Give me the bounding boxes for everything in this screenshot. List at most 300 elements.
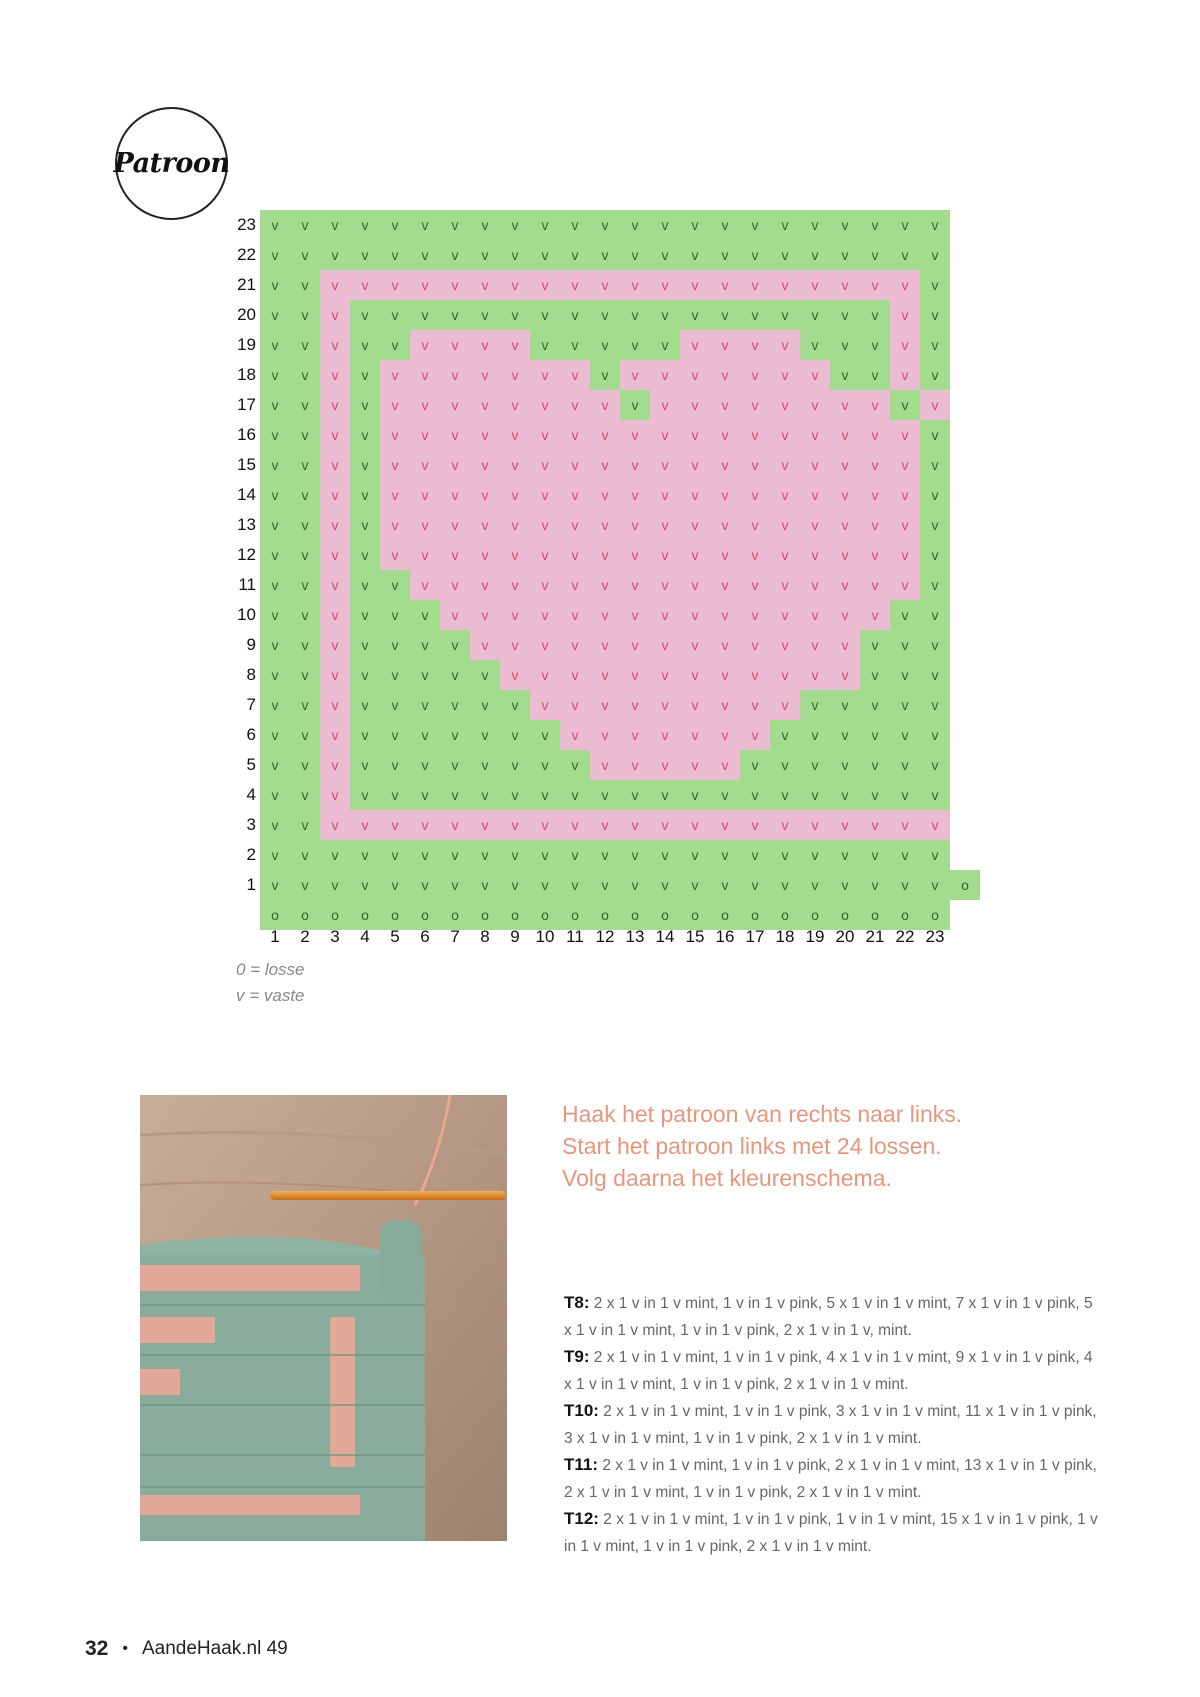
stitch-cell: v — [470, 300, 500, 330]
stitch-cell: v — [500, 870, 530, 900]
stitch-cell: v — [650, 540, 680, 570]
stitch-cell: v — [470, 420, 500, 450]
stitch-cell: v — [680, 540, 710, 570]
column-label: 7 — [450, 927, 460, 946]
stitch-cell: v — [290, 540, 320, 570]
stitch-cell: v — [410, 570, 440, 600]
stitch-cell: v — [590, 840, 620, 870]
stitch-cell: v — [620, 630, 650, 660]
stitch-cell: v — [620, 570, 650, 600]
stitch-cell: v — [800, 870, 830, 900]
column-label: 20 — [835, 927, 855, 946]
stitch-cell: v — [440, 630, 470, 660]
stitch-cell: v — [290, 870, 320, 900]
stitch-cell: v — [320, 240, 350, 270]
stitch-cell: v — [440, 570, 470, 600]
stitch-cell: v — [680, 720, 710, 750]
stitch-cell: v — [560, 330, 590, 360]
stitch-cell: v — [620, 750, 650, 780]
stitch-cell: v — [440, 600, 470, 630]
stitch-cell: v — [890, 660, 920, 690]
stitch-cell: v — [770, 480, 800, 510]
chain-stitch-cell: o — [560, 900, 590, 930]
stitch-cell: v — [500, 840, 530, 870]
stitch-cell: v — [500, 780, 530, 810]
stitch-cell: v — [890, 780, 920, 810]
stitch-cell: v — [590, 780, 620, 810]
stitch-cell: v — [290, 330, 320, 360]
stitch-cell: v — [860, 630, 890, 660]
row-label: 23 — [237, 215, 256, 234]
stitch-cell: v — [440, 360, 470, 390]
stitch-cell: v — [590, 510, 620, 540]
stitch-cell: v — [530, 450, 560, 480]
chain-stitch-cell: o — [590, 900, 620, 930]
stitch-cell: v — [530, 570, 560, 600]
stitch-cell: v — [920, 480, 950, 510]
column-label: 2 — [300, 927, 310, 946]
stitch-cell: v — [740, 240, 770, 270]
stitch-cell: v — [800, 270, 830, 300]
row-label: 18 — [237, 365, 256, 384]
stitch-cell: v — [380, 330, 410, 360]
chain-stitch-cell: o — [890, 900, 920, 930]
stitch-cell: v — [620, 540, 650, 570]
stitch-cell: v — [350, 450, 380, 480]
instruction-t8: T8: 2 x 1 v in 1 v mint, 1 v in 1 v pink, 5 x 1 v in 1 v mint, 7 x 1 v in 1 v pink, 5 x 1 v in 1 v mint, 1 v in 1 v pink, 2 x 1 v in 1 v, mint. — [564, 1293, 1093, 1339]
stitch-cell: v — [290, 510, 320, 540]
stitch-cell: v — [590, 630, 620, 660]
stitch-cell: v — [320, 420, 350, 450]
stitch-cell: v — [470, 660, 500, 690]
stitch-cell: v — [500, 240, 530, 270]
stitch-cell: v — [440, 240, 470, 270]
stitch-cell: v — [620, 810, 650, 840]
stitch-cell: v — [890, 540, 920, 570]
stitch-cell: v — [320, 780, 350, 810]
stitch-cell: v — [860, 690, 890, 720]
stitch-cell: v — [920, 210, 950, 240]
column-label: 1 — [270, 927, 280, 946]
stitch-cell: v — [380, 810, 410, 840]
stitch-cell: v — [590, 300, 620, 330]
chain-stitch-cell: o — [830, 900, 860, 930]
stitch-cell: v — [800, 660, 830, 690]
stitch-cell: v — [890, 420, 920, 450]
stitch-cell: v — [800, 570, 830, 600]
stitch-cell: v — [650, 450, 680, 480]
stitch-cell: v — [860, 750, 890, 780]
stitch-cell: v — [530, 390, 560, 420]
row-label: 20 — [237, 305, 256, 324]
stitch-cell: v — [410, 600, 440, 630]
stitch-cell: v — [350, 570, 380, 600]
stitch-cell: v — [380, 390, 410, 420]
stitch-cell: v — [440, 510, 470, 540]
stitch-cell: v — [830, 270, 860, 300]
stitch-cell: v — [590, 270, 620, 300]
instruction-t9: T9: 2 x 1 v in 1 v mint, 1 v in 1 v pink, 4 x 1 v in 1 v mint, 9 x 1 v in 1 v pink, 4 x 1 v in 1 v mint, 1 v in 1 v pink, 2 x 1 v in 1 v mint. — [564, 1347, 1093, 1393]
stitch-cell: v — [830, 240, 860, 270]
stitch-cell: v — [920, 510, 950, 540]
stitch-cell: v — [920, 660, 950, 690]
row-label: 4 — [246, 785, 256, 804]
chain-stitch-cell: o — [680, 900, 710, 930]
column-label: 4 — [360, 927, 370, 946]
stitch-cell: v — [830, 600, 860, 630]
stitch-cell: v — [920, 780, 950, 810]
stitch-cell: v — [830, 540, 860, 570]
stitch-cell: v — [470, 360, 500, 390]
legend-vaste: v = vaste — [236, 986, 305, 1005]
stitch-cell: v — [890, 720, 920, 750]
stitch-cell: v — [260, 600, 290, 630]
stitch-cell: v — [830, 450, 860, 480]
stitch-cell: v — [860, 210, 890, 240]
stitch-cell: v — [680, 240, 710, 270]
stitch-cell: v — [740, 780, 770, 810]
stitch-cell: v — [650, 510, 680, 540]
column-label: 9 — [510, 927, 520, 946]
stitch-cell: v — [500, 480, 530, 510]
stitch-cell: v — [440, 420, 470, 450]
stitch-cell: v — [530, 360, 560, 390]
stitch-cell: v — [290, 270, 320, 300]
stitch-cell: v — [470, 480, 500, 510]
stitch-cell: v — [860, 480, 890, 510]
stitch-cell: v — [290, 690, 320, 720]
stitch-cell: v — [530, 870, 560, 900]
stitch-cell: v — [320, 450, 350, 480]
row-label: 8 — [246, 665, 256, 684]
stitch-cell: v — [710, 570, 740, 600]
stitch-cell: v — [440, 330, 470, 360]
stitch-cell: v — [680, 750, 710, 780]
stitch-cell: v — [680, 210, 710, 240]
stitch-cell: v — [830, 840, 860, 870]
stitch-cell: v — [800, 330, 830, 360]
column-label: 15 — [685, 927, 705, 946]
stitch-cell: v — [860, 450, 890, 480]
stitch-cell: v — [500, 390, 530, 420]
stitch-cell: v — [680, 270, 710, 300]
stitch-cell: v — [470, 390, 500, 420]
stitch-cell: v — [740, 720, 770, 750]
stitch-cell: v — [890, 870, 920, 900]
stitch-cell: v — [650, 480, 680, 510]
chain-stitch-cell: o — [800, 900, 830, 930]
stitch-cell: v — [350, 540, 380, 570]
column-label: 17 — [745, 927, 765, 946]
stitch-cell: v — [590, 360, 620, 390]
stitch-cell: v — [890, 360, 920, 390]
stitch-cell: v — [650, 330, 680, 360]
stitch-cell: v — [320, 360, 350, 390]
stitch-cell: v — [770, 450, 800, 480]
stitch-cell: v — [290, 360, 320, 390]
stitch-cell: v — [380, 540, 410, 570]
stitch-cell: v — [830, 510, 860, 540]
stitch-cell: v — [530, 780, 560, 810]
stitch-cell: v — [830, 720, 860, 750]
instruction-t11: T11: 2 x 1 v in 1 v mint, 1 v in 1 v pink, 2 x 1 v in 1 v mint, 13 x 1 v in 1 v pink, 2 x 1 v in 1 v mint, 1 v in 1 v pink, 2 x 1 v in 1 v mint. — [564, 1455, 1097, 1501]
column-label: 3 — [330, 927, 340, 946]
stitch-cell: v — [800, 780, 830, 810]
stitch-cell: v — [800, 480, 830, 510]
stitch-cell: v — [410, 540, 440, 570]
stitch-cell: v — [320, 480, 350, 510]
row-label: 13 — [237, 515, 256, 534]
stitch-cell: v — [740, 630, 770, 660]
stitch-cell: v — [530, 270, 560, 300]
stitch-cell: v — [530, 690, 560, 720]
stitch-cell: v — [320, 330, 350, 360]
stitch-cell: v — [620, 450, 650, 480]
stitch-cell: v — [770, 510, 800, 540]
stitch-cell: v — [410, 810, 440, 840]
stitch-cell: v — [680, 450, 710, 480]
chain-stitch-cell: o — [620, 900, 650, 930]
stitch-cell: v — [590, 450, 620, 480]
stitch-cell: v — [650, 690, 680, 720]
stitch-cell: v — [470, 750, 500, 780]
chain-stitch-cell: o — [470, 900, 500, 930]
stitch-cell: v — [560, 630, 590, 660]
row-label: 6 — [246, 725, 256, 744]
stitch-cell: v — [770, 270, 800, 300]
stitch-cell: v — [650, 420, 680, 450]
stitch-cell: v — [470, 270, 500, 300]
stitch-cell: v — [740, 600, 770, 630]
stitch-cell: v — [500, 720, 530, 750]
stitch-cell: v — [260, 840, 290, 870]
stitch-cell: v — [410, 720, 440, 750]
stitch-cell: v — [290, 630, 320, 660]
stitch-cell: v — [800, 540, 830, 570]
stitch-cell: v — [650, 390, 680, 420]
stitch-cell: v — [650, 660, 680, 690]
stitch-cell: v — [350, 840, 380, 870]
stitch-cell: v — [530, 210, 560, 240]
stitch-cell: v — [290, 780, 320, 810]
stitch-cell: v — [260, 330, 290, 360]
stitch-cell: v — [440, 660, 470, 690]
stitch-cell: v — [740, 570, 770, 600]
chain-stitch-cell: o — [710, 900, 740, 930]
stitch-cell: v — [470, 510, 500, 540]
stitch-cell: v — [290, 660, 320, 690]
stitch-cell: v — [260, 810, 290, 840]
stitch-cell: v — [740, 210, 770, 240]
stitch-cell: v — [560, 480, 590, 510]
column-label: 22 — [895, 927, 915, 946]
stitch-cell: v — [860, 600, 890, 630]
stitch-cell: v — [560, 540, 590, 570]
stitch-cell: v — [680, 840, 710, 870]
stitch-cell: v — [320, 840, 350, 870]
stitch-cell: v — [440, 540, 470, 570]
stitch-cell: v — [290, 600, 320, 630]
stitch-cell: v — [590, 480, 620, 510]
row-label: 21 — [237, 275, 256, 294]
stitch-cell: v — [800, 720, 830, 750]
stitch-cell: v — [620, 600, 650, 630]
stitch-cell: v — [470, 570, 500, 600]
stitch-cell: v — [500, 810, 530, 840]
stitch-cell: v — [770, 630, 800, 660]
row-label: 14 — [237, 485, 256, 504]
stitch-cell: v — [890, 390, 920, 420]
column-label: 10 — [535, 927, 555, 946]
stitch-cell: v — [440, 300, 470, 330]
stitch-cell: v — [260, 540, 290, 570]
stitch-cell: v — [800, 750, 830, 780]
stitch-cell: v — [560, 600, 590, 630]
stitch-cell: v — [830, 570, 860, 600]
stitch-cell: v — [500, 690, 530, 720]
stitch-cell: v — [770, 750, 800, 780]
column-label: 18 — [775, 927, 795, 946]
stitch-cell: v — [920, 300, 950, 330]
stitch-cell: v — [680, 600, 710, 630]
stitch-cell: v — [530, 540, 560, 570]
stitch-cell: v — [380, 570, 410, 600]
stitch-cell: v — [620, 390, 650, 420]
stitch-cell: v — [740, 660, 770, 690]
stitch-cell: v — [350, 600, 380, 630]
stitch-cell: v — [320, 210, 350, 240]
stitch-cell: v — [830, 390, 860, 420]
stitch-cell: v — [710, 480, 740, 510]
stitch-cell: v — [920, 840, 950, 870]
column-label: 13 — [625, 927, 645, 946]
stitch-cell: v — [800, 810, 830, 840]
stitch-cell: v — [620, 330, 650, 360]
stitch-cell: v — [740, 360, 770, 390]
stitch-cell: v — [470, 780, 500, 810]
stitch-cell: v — [830, 630, 860, 660]
stitch-cell: v — [680, 870, 710, 900]
stitch-cell: v — [590, 390, 620, 420]
stitch-cell: v — [710, 510, 740, 540]
stitch-cell: v — [500, 750, 530, 780]
stitch-cell: v — [320, 720, 350, 750]
stitch-cell: v — [320, 600, 350, 630]
row-label: 10 — [237, 605, 256, 624]
row-label: 22 — [237, 245, 256, 264]
stitch-cell: v — [350, 810, 380, 840]
chain-stitch-cell: o — [350, 900, 380, 930]
stitch-cell: v — [800, 420, 830, 450]
stitch-cell: v — [740, 510, 770, 540]
chain-stitch-cell: o — [860, 900, 890, 930]
stitch-cell: v — [320, 660, 350, 690]
stitch-cell: v — [530, 420, 560, 450]
stitch-cell: v — [560, 840, 590, 870]
stitch-cell: v — [710, 540, 740, 570]
stitch-cell: v — [710, 270, 740, 300]
stitch-cell: v — [530, 840, 560, 870]
stitch-cell: v — [560, 510, 590, 540]
stitch-cell: v — [410, 480, 440, 510]
row-instructions — [564, 1290, 1104, 1560]
stitch-cell: v — [800, 600, 830, 630]
row-label: 2 — [246, 845, 256, 864]
stitch-cell: v — [440, 270, 470, 300]
stitch-cell: v — [260, 450, 290, 480]
stitch-cell: v — [620, 870, 650, 900]
stitch-cell: v — [710, 780, 740, 810]
stitch-cell: v — [290, 210, 320, 240]
stitch-cell: v — [350, 330, 380, 360]
stitch-cell: v — [410, 420, 440, 450]
row-label: 7 — [246, 695, 256, 714]
stitch-cell: v — [860, 540, 890, 570]
stitch-cell: v — [470, 210, 500, 240]
stitch-cell: v — [770, 780, 800, 810]
legend-losse: 0 = losse — [236, 960, 305, 979]
footer-bullet: • — [122, 1640, 128, 1657]
stitch-cell: v — [350, 360, 380, 390]
stitch-cell: v — [680, 420, 710, 450]
stitch-cell: v — [380, 600, 410, 630]
stitch-cell: v — [500, 360, 530, 390]
chain-stitch-cell: o — [500, 900, 530, 930]
stitch-cell: v — [530, 600, 560, 630]
stitch-cell: v — [650, 720, 680, 750]
stitch-cell: v — [590, 600, 620, 630]
stitch-cell: v — [620, 690, 650, 720]
stitch-cell: v — [560, 360, 590, 390]
stitch-cell: v — [920, 330, 950, 360]
stitch-cell: v — [380, 870, 410, 900]
stitch-cell: v — [860, 780, 890, 810]
stitch-cell: v — [530, 810, 560, 840]
stitch-cell: v — [560, 270, 590, 300]
stitch-cell: v — [680, 570, 710, 600]
stitch-cell: v — [710, 870, 740, 900]
stitch-cell: v — [680, 630, 710, 660]
stitch-cell: v — [590, 660, 620, 690]
instruction-t12: T12: 2 x 1 v in 1 v mint, 1 v in 1 v pink, 1 v in 1 v mint, 15 x 1 v in 1 v pink, 1 v in 1 v mint, 1 v in 1 v pink, 2 x 1 v in 1 v mint. — [564, 1509, 1098, 1555]
stitch-cell: v — [440, 210, 470, 240]
column-label: 5 — [390, 927, 400, 946]
page-number: 32 — [85, 1637, 109, 1660]
stitch-cell: v — [410, 690, 440, 720]
stitch-cell: v — [410, 270, 440, 300]
stitch-cell: v — [770, 840, 800, 870]
stitch-cell: v — [260, 780, 290, 810]
stitch-cell: v — [350, 870, 380, 900]
column-label: 12 — [595, 927, 615, 946]
stitch-cell: v — [590, 750, 620, 780]
stitch-cell: v — [590, 810, 620, 840]
stitch-cell: v — [500, 330, 530, 360]
stitch-cell: v — [410, 510, 440, 540]
stitch-cell: v — [260, 360, 290, 390]
stitch-cell: v — [620, 210, 650, 240]
column-label: 16 — [715, 927, 735, 946]
stitch-cell: v — [860, 870, 890, 900]
stitch-cell: v — [650, 810, 680, 840]
stitch-cell: v — [590, 330, 620, 360]
stitch-cell: v — [680, 510, 710, 540]
stitch-cell: v — [920, 360, 950, 390]
stitch-cell: v — [860, 420, 890, 450]
stitch-cell: v — [920, 240, 950, 270]
stitch-cell: v — [650, 600, 680, 630]
stitch-cell: v — [860, 570, 890, 600]
